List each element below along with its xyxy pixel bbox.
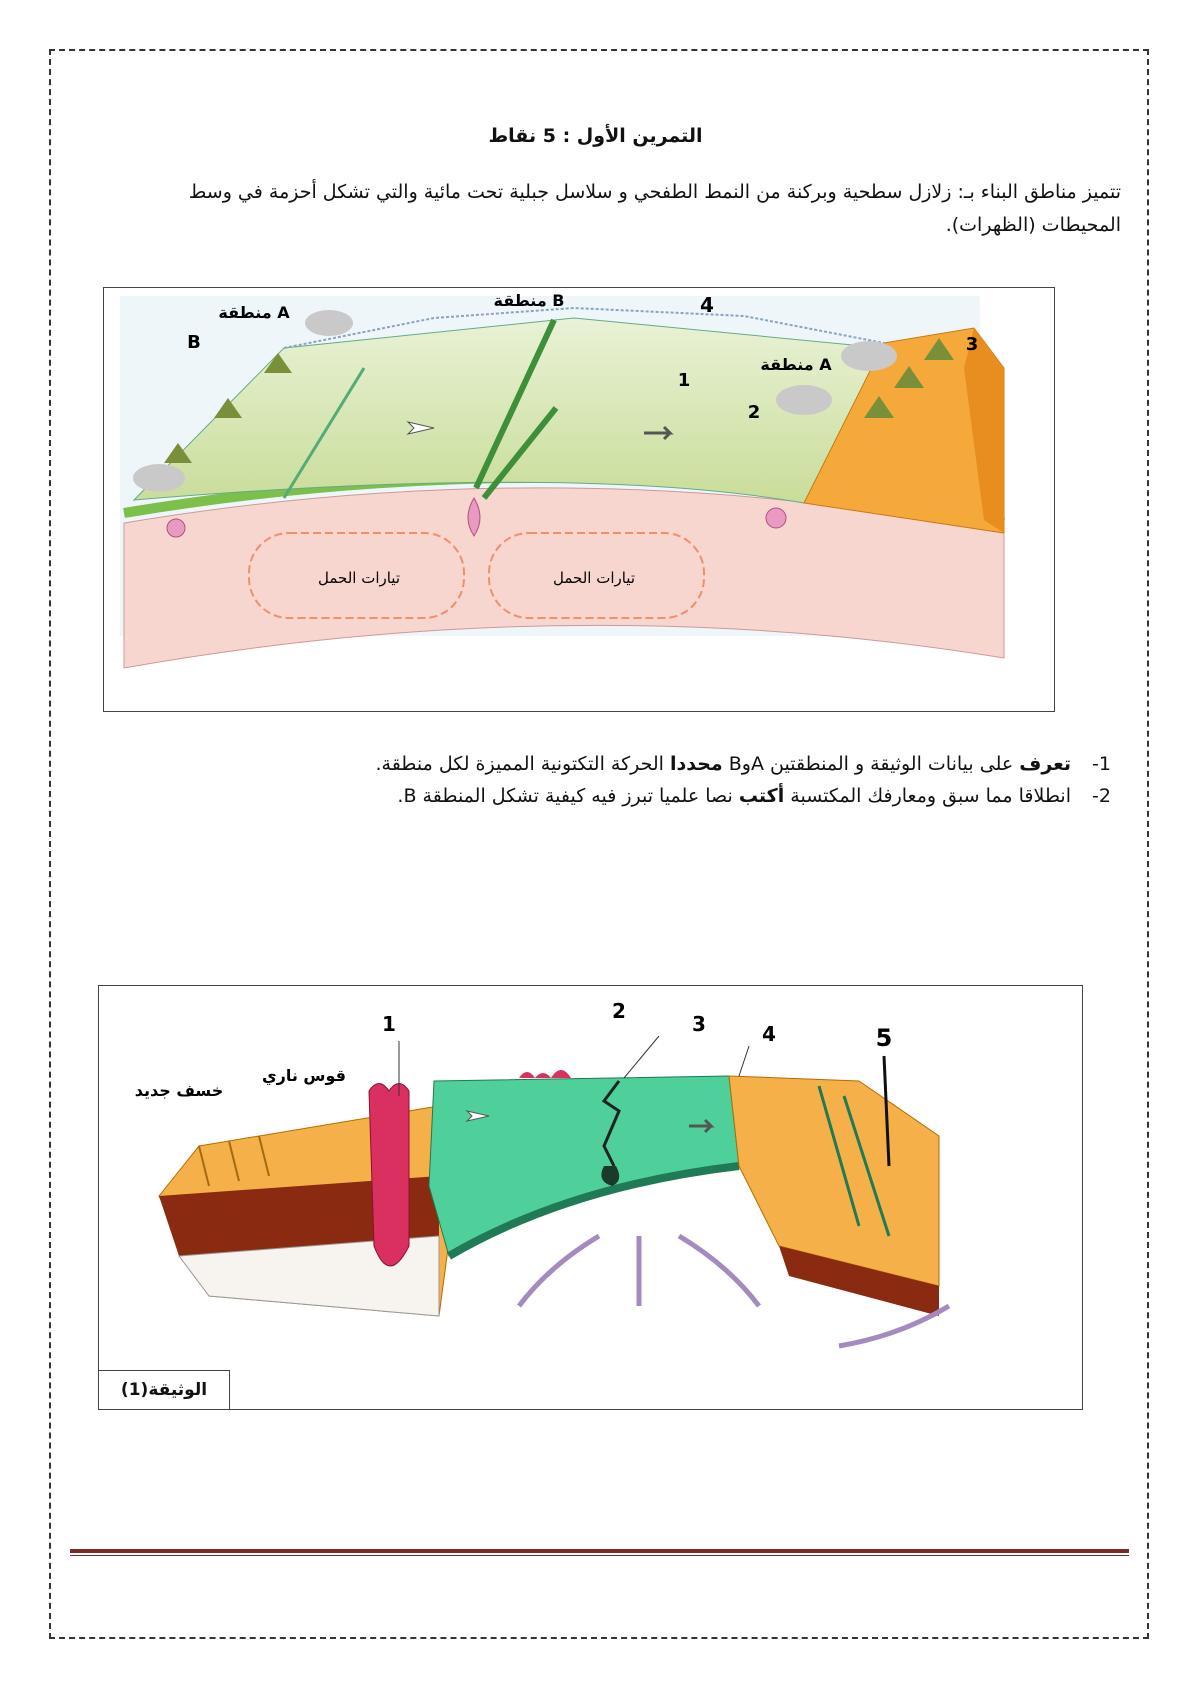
smoke-cloud-icon [305, 310, 353, 336]
convection-arrow-icon [679, 1236, 759, 1306]
exercise-title: التمرين الأول : 5 نقاط [488, 125, 703, 147]
label-currents-right: تيارات الحمل [552, 569, 636, 587]
label-num-4: 4 [762, 1022, 776, 1046]
footer-rule [70, 1549, 1129, 1556]
label-num-3: 3 [692, 1012, 706, 1036]
questions-list [150, 748, 1111, 812]
smoke-cloud-icon [133, 464, 185, 492]
seamount-icon [519, 1070, 571, 1078]
label-b-left: B [187, 332, 201, 353]
question-number: 1 - [1085, 748, 1111, 780]
convection-arrow-icon [519, 1236, 599, 1306]
magma-arc-icon [369, 1084, 409, 1267]
magma-plume-icon [167, 519, 185, 537]
label-num-2: 2 [612, 999, 626, 1023]
label-zone-a-left: منطقة A [218, 303, 290, 322]
figure-subduction-diagram [98, 985, 1083, 1410]
oceanic-plate [429, 1076, 739, 1256]
subduction-diagram-svg [99, 986, 1082, 1366]
figure-ridge-diagram [103, 287, 1055, 712]
question-2 [150, 780, 1111, 812]
continental-block-right [729, 1076, 939, 1286]
smoke-cloud-icon [841, 341, 897, 371]
figure-caption: الوثيقة(1) [99, 1370, 230, 1409]
question-text: تعرف على بيانات الوثيقة و المنطقتين AوB محددا الحركة التكتونية المميزة لكل منطقة. [375, 753, 1071, 775]
label-zone-b-top: منطقة B [493, 291, 565, 310]
exercise-intro: تتميز مناطق البناء بـ: زلازل سطحية وبركنة من النمط الطفحي و سلاسل جبلية تحت مائية والتي تشكل أحزمة في وسط المحيطات (الظهرات). [188, 181, 1121, 236]
label-currents-left: تيارات الحمل [317, 569, 401, 587]
leader-line-3 [624, 1036, 659, 1078]
ridge-diagram-svg [104, 288, 1054, 711]
label-num-4: 4 [700, 293, 714, 317]
leader-line-4 [739, 1046, 749, 1076]
question-text: انطلاقا مما سبق ومعارفك المكتسبة أكتب نصا علميا تبرز فيه كيفية تشكل المنطقة B. [397, 785, 1071, 807]
label-rift: خسف جديد [134, 1081, 224, 1100]
label-num-2: 2 [747, 402, 761, 423]
question-1 [150, 748, 1111, 780]
label-num-1: 1 [677, 370, 691, 391]
magma-plume-icon [766, 508, 786, 528]
label-zone-a-right: منطقة A [760, 355, 832, 374]
label-num-3: 3 [965, 334, 979, 355]
label-num-1: 1 [382, 1012, 396, 1036]
question-number: 2 - [1085, 780, 1111, 812]
label-arc: قوس ناري [261, 1066, 347, 1085]
label-num-5: 5 [875, 1024, 893, 1052]
smoke-cloud-icon [776, 385, 832, 415]
